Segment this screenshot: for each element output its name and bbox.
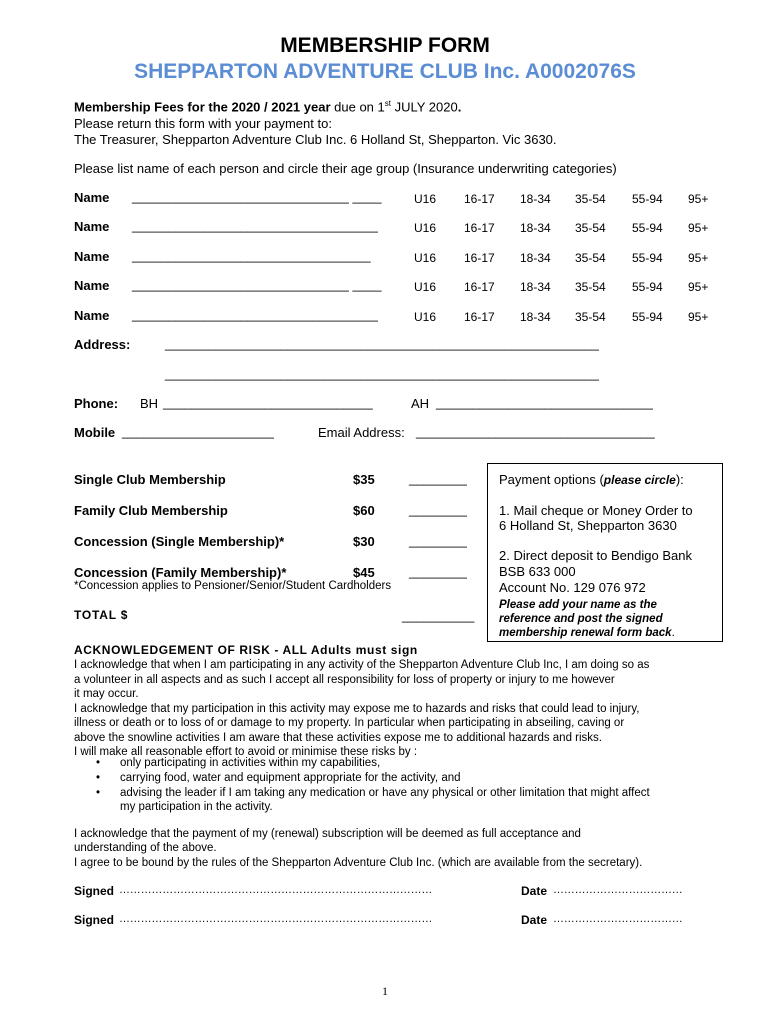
age-group-option[interactable]: 35-54 [575, 310, 606, 324]
payment-option-1b: 6 Holland St, Shepparton 3630 [499, 518, 677, 533]
age-group-option[interactable]: 95+ [688, 221, 709, 235]
name-field[interactable]: _________________________________ [132, 248, 371, 263]
age-group-option[interactable]: U16 [414, 221, 437, 235]
age-group-option[interactable]: 16-17 [464, 251, 495, 265]
age-group-option[interactable]: 16-17 [464, 221, 495, 235]
age-group-option[interactable]: 18-34 [520, 280, 551, 294]
name-field[interactable]: ______________________________ ____ [132, 277, 382, 292]
bullet-text: carrying food, water and equipment appropriate for the activity, and [120, 772, 461, 784]
fee-amount-field[interactable]: ________ [409, 471, 467, 486]
fee-price: $30 [353, 534, 375, 549]
age-group-option[interactable]: 35-54 [575, 221, 606, 235]
name-field[interactable]: ______________________________ ____ [132, 189, 382, 204]
name-label: Name [74, 278, 110, 293]
fee-label: Concession (Single Membership)* [74, 534, 285, 549]
mobile-field[interactable]: _____________________ [122, 424, 274, 439]
age-group-option[interactable]: 95+ [688, 251, 709, 265]
fee-label: Single Club Membership [74, 472, 226, 487]
fee-amount-field[interactable]: ________ [409, 533, 467, 548]
age-group-option[interactable]: 16-17 [464, 310, 495, 324]
acknowledgement-line: I acknowledge that when I am participating in any activity of the Shepparton Adventure Club Inc, I am doing so as [74, 659, 650, 671]
bullet-icon: • [96, 757, 101, 769]
payment-note-c-text: membership renewal form back [499, 627, 672, 639]
total-label: TOTAL $ [74, 608, 129, 622]
payment-note-dot: . [671, 627, 675, 639]
acknowledgement-title: ACKNOWLEDGEMENT OF RISK - ALL Adults must sign [74, 643, 418, 657]
email-label: Email Address: [318, 425, 405, 440]
age-group-option[interactable]: 35-54 [575, 280, 606, 294]
address-field-2[interactable]: ____________________________________________________________ [165, 366, 599, 381]
name-label: Name [74, 219, 110, 234]
ah-label: AH [411, 396, 430, 411]
payment-note-b: reference and post the signed [499, 613, 663, 625]
name-field[interactable]: __________________________________ [132, 218, 378, 233]
payment-option-1a: 1. Mail cheque or Money Order to [499, 503, 693, 518]
age-group-option[interactable]: U16 [414, 280, 437, 294]
age-group-option[interactable]: 95+ [688, 192, 709, 206]
bh-field[interactable]: _____________________________ [163, 395, 373, 410]
age-group-option[interactable]: 18-34 [520, 192, 551, 206]
bullet-text: only participating in activities within my capabilities, [120, 757, 381, 769]
fees-date: JULY 2020 [390, 99, 458, 115]
bullet-icon: • [96, 787, 101, 799]
fee-amount-field[interactable]: ________ [409, 564, 467, 579]
fees-sup: st [384, 99, 391, 108]
age-group-option[interactable]: U16 [414, 192, 437, 206]
address-label: Address: [74, 337, 131, 352]
payment-heading-text: Payment options ( [499, 472, 604, 487]
acknowledgement-line: illness or death or to loss of or damage to my property. In particular when participating in abseiling, caving or [74, 717, 625, 729]
list-instruction: Please list name of each person and circle their age group (Insurance underwriting categories) [74, 161, 617, 176]
payment-option-2a: 2. Direct deposit to Bendigo Bank [499, 548, 692, 563]
bullet-icon: • [96, 772, 101, 784]
fee-label: Concession (Family Membership)* [74, 565, 287, 580]
age-group-option[interactable]: 16-17 [464, 280, 495, 294]
total-field[interactable]: __________ [402, 608, 475, 623]
fee-amount-field[interactable]: ________ [409, 502, 467, 517]
ah-field[interactable]: ______________________________ [436, 395, 653, 410]
closing-line: I agree to be bound by the rules of the Shepparton Adventure Club Inc. (which are available from the secretary). [74, 857, 643, 869]
closing-line: I acknowledge that the payment of my (renewal) subscription will be deemed as full acceptance and [74, 828, 581, 840]
mobile-label: Mobile [74, 425, 116, 440]
fees-line [74, 99, 461, 114]
fees-dot: . [457, 99, 462, 115]
fee-price: $45 [353, 565, 375, 580]
payment-option-2c: Account No. 129 076 972 [499, 580, 646, 595]
age-group-option[interactable]: 55-94 [632, 221, 663, 235]
name-field[interactable]: __________________________________ [132, 307, 378, 322]
age-group-option[interactable]: 18-34 [520, 251, 551, 265]
acknowledgement-line: I will make all reasonable effort to avoid or minimise these risks by : [74, 746, 418, 758]
age-group-option[interactable]: U16 [414, 310, 437, 324]
signed-label: Signed [74, 884, 115, 898]
signed-label: Signed [74, 913, 115, 927]
age-group-option[interactable]: 18-34 [520, 310, 551, 324]
email-field[interactable]: _________________________________ [416, 424, 655, 439]
age-group-option[interactable]: 55-94 [632, 251, 663, 265]
club-name: SHEPPARTON ADVENTURE CLUB Inc. A0002076S [134, 60, 636, 83]
age-group-option[interactable]: 95+ [688, 310, 709, 324]
age-group-option[interactable]: 35-54 [575, 192, 606, 206]
payment-options-box [487, 463, 723, 642]
fee-price: $35 [353, 472, 375, 487]
date-label: Date [521, 913, 548, 927]
payment-heading-italic: please circle [603, 473, 676, 487]
closing-line: understanding of the above. [74, 842, 217, 854]
payment-heading [499, 472, 684, 487]
treasurer-address: The Treasurer, Shepparton Adventure Club Inc. 6 Holland St, Shepparton. Vic 3630. [74, 132, 557, 147]
date-field[interactable]: ……………………………… [553, 884, 683, 896]
payment-note-c [499, 627, 675, 639]
acknowledgement-line: I acknowledge that my participation in this activity may expose me to hazards and risks that could lead to injury, [74, 702, 640, 715]
phone-label: Phone: [74, 396, 119, 411]
age-group-option[interactable]: 16-17 [464, 192, 495, 206]
signature-field[interactable]: …………………………………………………………………………… [119, 884, 433, 896]
acknowledgement-line: a volunteer in all aspects and as such I accept all responsibility for loss of property or injury to me however [74, 673, 615, 686]
age-group-option[interactable]: 95+ [688, 280, 709, 294]
page-number: 1 [382, 984, 388, 998]
fees-year: Membership Fees for the 2020 / 2021 year [74, 99, 331, 115]
age-group-option[interactable]: 55-94 [632, 280, 663, 294]
acknowledgement-line: it may occur. [74, 688, 139, 700]
name-label: Name [74, 249, 110, 264]
fee-price: $60 [353, 503, 375, 518]
payment-option-2b: BSB 633 000 [499, 564, 576, 579]
payment-note-a: Please add your name as the [499, 599, 657, 611]
return-line: Please return this form with your payment to: [74, 116, 332, 131]
age-group-option[interactable]: 55-94 [632, 192, 663, 206]
fee-label: Family Club Membership [74, 503, 228, 518]
age-group-option[interactable]: 18-34 [520, 221, 551, 235]
name-label: Name [74, 308, 110, 323]
signature-field[interactable]: …………………………………………………………………………… [119, 913, 433, 925]
address-field-1[interactable]: ____________________________________________________________ [165, 336, 599, 351]
concession-note: *Concession applies to Pensioner/Senior/Student Cardholders [74, 580, 392, 592]
age-group-option[interactable]: 35-54 [575, 251, 606, 265]
bh-label: BH [140, 396, 159, 411]
name-label: Name [74, 190, 110, 205]
bullet-text: advising the leader if I am taking any medication or have any physical or other limitation that might affect [120, 787, 650, 799]
age-group-option[interactable]: 55-94 [632, 310, 663, 324]
age-group-option[interactable]: U16 [414, 251, 437, 265]
payment-heading-end: ): [675, 472, 684, 487]
form-title: MEMBERSHIP FORM [280, 34, 490, 57]
acknowledgement-line: above the snowline activities I am aware that these activities expose me to additional hazards and risks. [74, 731, 603, 744]
date-label: Date [521, 884, 548, 898]
fees-due: due on 1 [334, 99, 385, 115]
date-field[interactable]: ……………………………… [553, 913, 683, 925]
bullet-text: my participation in the activity. [120, 801, 273, 813]
